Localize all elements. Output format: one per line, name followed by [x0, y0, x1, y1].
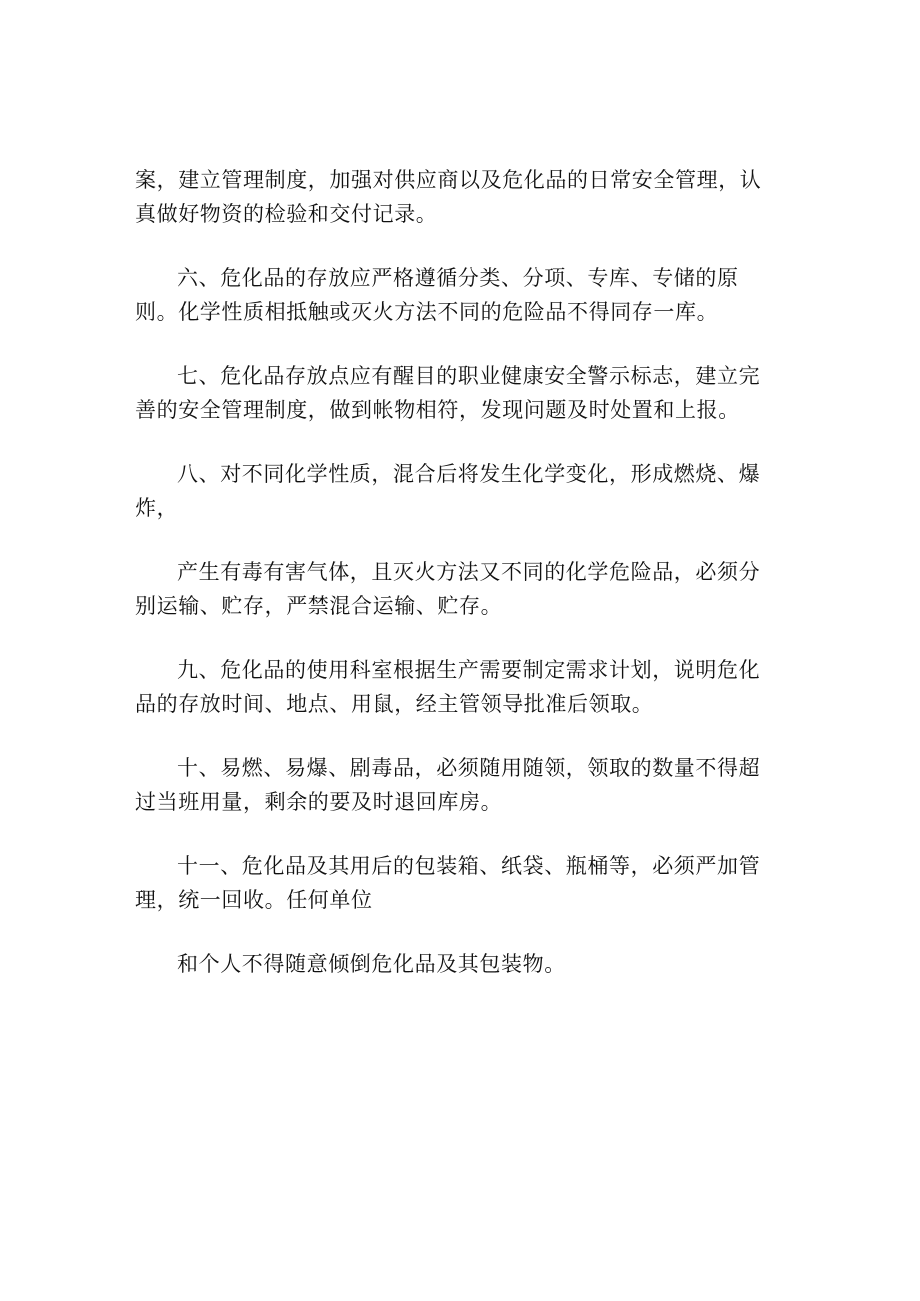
- paragraph-item-7: 七、危化品存放点应有醒目的职业健康安全警示标志，建立完善的安全管理制度，做到帐物相符，发现问题及时处置和上报。: [135, 364, 761, 422]
- paragraph-item-9: 九、危化品的使用科室根据生产需要制定需求计划，说明危化品的存放时间、地点、用鼠，经主管领导批准后领取。: [135, 658, 761, 716]
- document-body: [135, 163, 771, 981]
- paragraph-continuation: 案，建立管理制度，加强对供应商以及危化品的日常安全管理，认真做好物资的检验和交付记录。: [135, 168, 762, 226]
- paragraph-item-6: 六、危化品的存放应严格遵循分类、分项、专库、专储的原则。化学性质相抵触或灭火方法不同的危险品不得同存一库。: [135, 266, 739, 324]
- paragraph-item-8: 八、对不同化学性质，混合后将发生化学变化，形成燃烧、爆炸，: [135, 462, 761, 520]
- paragraph-item-11: 十一、危化品及其用后的包装箱、纸袋、瓶桶等，必须严加管理，统一回收。任何单位: [135, 854, 761, 912]
- paragraph-item-8-continued: 产生有毒有害气体，且灭火方法又不同的化学危险品，必须分别运输、贮存，严禁混合运输、贮存。: [135, 560, 761, 618]
- paragraph-item-11-continued: 和个人不得随意倾倒危化品及其包装物。: [177, 952, 566, 976]
- paragraph-item-10: 十、易燃、易爆、剧毒品，必须随用随领，领取的数量不得超过当班用量，剩余的要及时退回库房。: [135, 756, 761, 814]
